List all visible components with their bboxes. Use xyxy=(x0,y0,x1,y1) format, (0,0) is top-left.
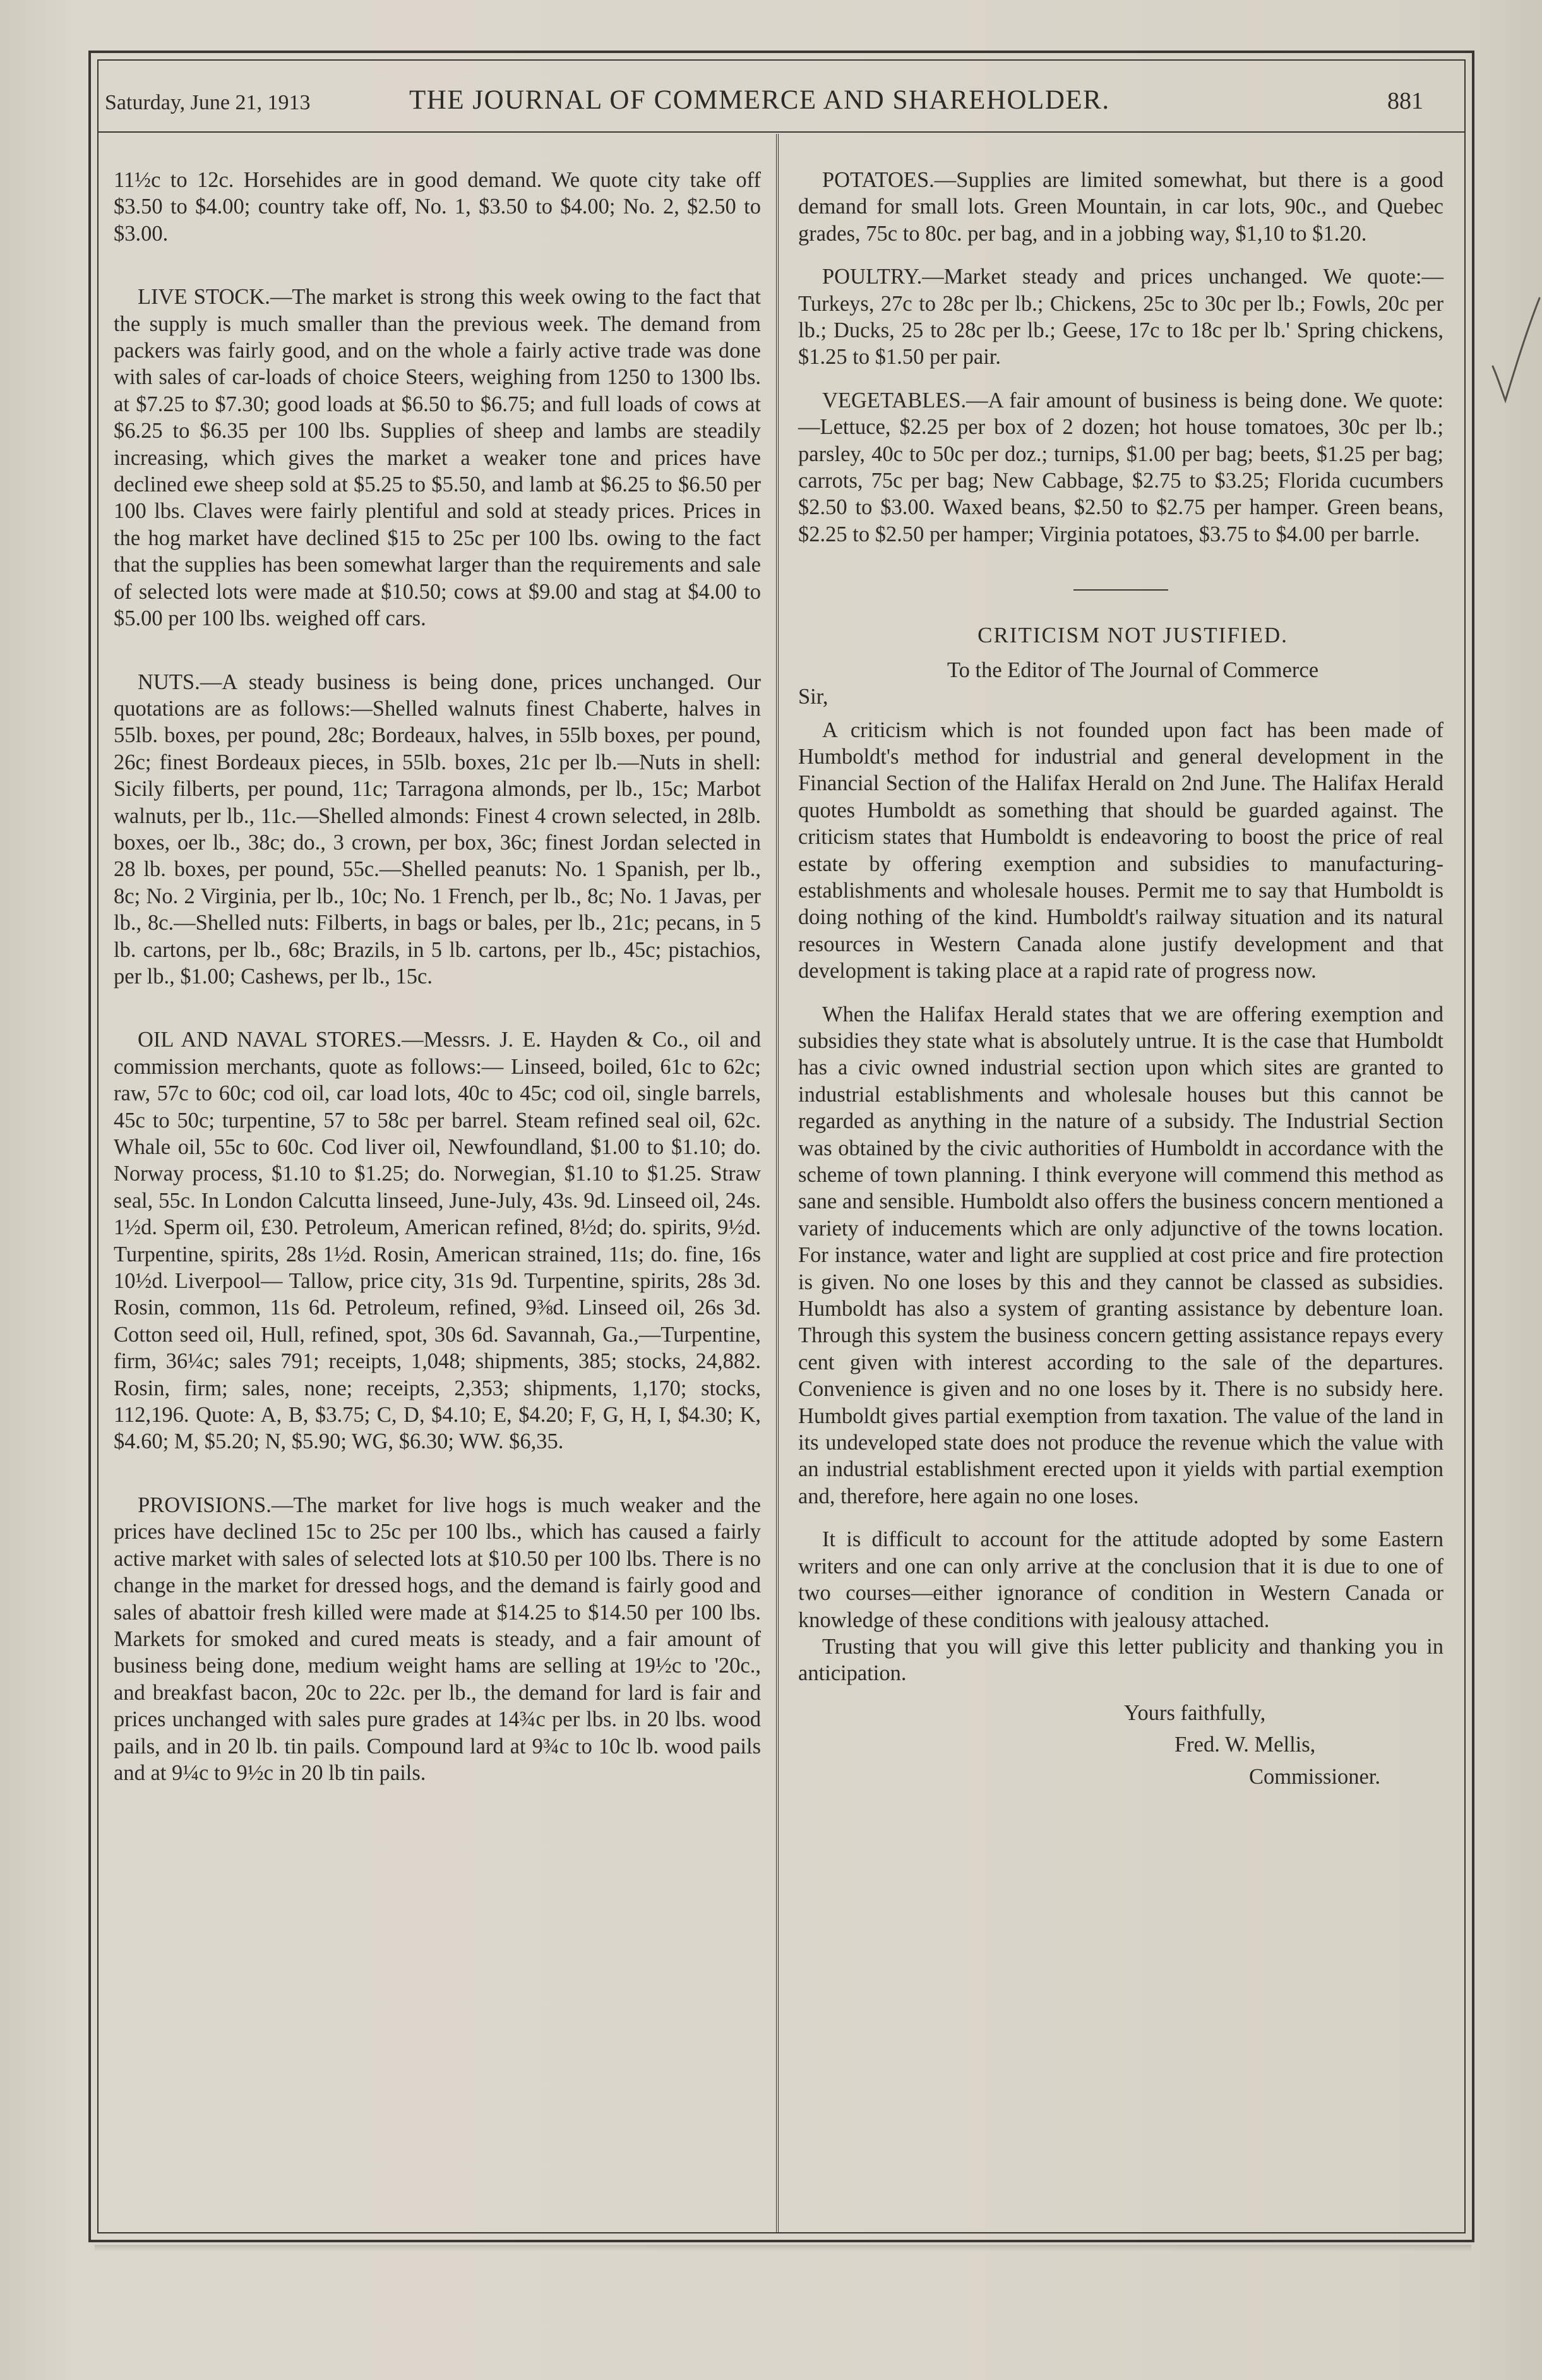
live-stock-paragraph: LIVE STOCK.—The market is strong this week owing to the fact that the supply is much smaller than the previous week. The demand from packers was fairly good, and on the whole a fairly active trade was done with sales of car-loads of choice Steers, weighing from 1250 to 1300 lbs. at $7.25 to $7.30; good loads at $6.50 to $6.75; and full loads of cows at $6.25 to $6.35 per 100 lbs. Supplies of sheep and lambs are steadily increasing, which gives the market a weaker tone and prices have declined ewe sheep sold at $5.25 to $5.50, and lamb at $6.25 to $6.50 per 100 lbs. Claves were fairly plentiful and sold at steady prices. Prices in the hog market have declined $15 to 25c per 100 lbs. owing to the fact that the supplies has been somewhat larger than the requirements and sale of selected lots were made at $10.50; cows at $9.00 and stag at $4.00 to $5.00 per 100 lbs. weighed off cars. xyxy=(114,285,761,631)
nuts-paragraph: NUTS.—A steady business is being done, prices unchanged. Our quotations are as follows:—Shelled walnuts finest Chaberte, halves in 55lb. boxes, per pound, 28c; Bordeaux, halves, in 55lb boxes, per pound, 26c; finest Bordeaux pieces, in 55lb. boxes, 21c per lb.—Nuts in shell: Sicily filberts, per pound, 11c; Tarragona almonds, per lb., 15c; Marbot walnuts, per lb., 11c.—Shelled almonds: Finest 4 crown selected, in 28lb. boxes, oer lb., 38c; do., 3 crown, per box, 36c; finest Jordan selected in 28 lb. boxes, per pound, 55c.—Shelled peanuts: No. 1 Spanish, per lb., 8c; No. 2 Virginia, per lb., 10c; No. 1 French, per lb., 8c; No. 1 Javas, per lb., 8c.—Shelled nuts: Filberts, in bags or bales, per lb., 21c; pecans, in 5 lb. cartons, per lb., 68c; Brazils, in 5 lb. cartons, per lb., 45c; pistachios, per lb., $1.00; Cashews, per lb., 15c. xyxy=(114,670,761,989)
letter-heading: CRITICISM NOT JUSTIFIED. xyxy=(977,623,1288,648)
hides-paragraph: 11½c to 12c. Horsehides are in good demand. We quote city take off $3.50 to $4.00; country take off, No. 1, $3.50 to $4.00; No. 2, $2.50 to $3.00. xyxy=(114,168,761,246)
page-header xyxy=(101,81,1459,125)
oil-naval-stores-paragraph: OIL AND NAVAL STORES.—Messrs. J. E. Hayden & Co., oil and commission merchants, quote as follows:— Linseed, boiled, 61c to 62c; raw, 57c to 60c; cod oil, car load lots, 40c to 45c; cod oil, single barrels, 45c to 50c; turpentine, 57 to 58c per barrel. Steam refined seal oil, 62c. Whale oil, 55c to 60c. Cod liver oil, Newfoundland, $1.00 to $1.10; do. Norway process, $1.10 to $1.25; do. Norwegian, $1.10 to $1.25. Straw seal, 55c. In London Calcutta linseed, June-July, 43s. 9d. Linseed oil, 24s. 1½d. Sperm oil, £30. Petroleum, American refined, 8½d; do. spirits, 9½d. Turpentine, spirits, 28s 1½d. Rosin, American strained, 11s; do. fine, 16s 10½d. Liverpool— Tallow, price city, 31s 9d. Turpentine, spirits, 28s 3d. Rosin, common, 11s 6d. Petroleum, refined, 9⅜d. Linseed oil, 26s 3d. Cotton seed oil, Hull, refined, spot, 30s 6d. Savannah, Ga.,—Turpentine, firm, 36¼c; sales 791; receipts, 1,048; shipments, 385; stocks, 24,882. Rosin, firm; sales, none; receipts, 2,353; shipments, 1,170; stocks, 112,196. Quote: A, B, $3.75; C, D, $4.10; E, $4.20; F, G, H, I, $4.30; K, $4.60; M, $5.20; N, $5.90; WG, $6.30; WW. $6,35. xyxy=(114,1028,761,1454)
page-number: 881 xyxy=(1387,88,1423,114)
letter-paragraph-2: When the Halifax Herald states that we are offering exemption and subsidies they state what is absolutely untrue. It is the case that Humboldt has a civic owned industrial section upon which sites are granted to industrial establishments and wholesale houses but this cannot be regarded as anything in the nature of a subsidy. The Industrial Section was obtained by the civic authorities of Humboldt in accordance with the scheme of town planning. I think everyone will commend this method as sane and sensible. Humboldt also offers the business concern mentioned a variety of inducements which are only adjunctive of the towns location. For instance, water and light are supplied at cost price and fire protection is given. No one loses by this and they cannot be classed as subsidies. Humboldt has also a system of granting assistance by debenture loan. Through this system the business concern getting assistance repays every cent given with interest according to the sale of the departures. Convenience is given and no one loses by it. There is no subsidy here. Humboldt gives partial exemption from taxation. The value of the land in its undeveloped state does not produce the revenue which the value with an industrial establishment erected upon it yields with partial exemption and, therefore, here again no one loses. xyxy=(798,1002,1443,1508)
poultry-paragraph: POULTRY.—Market steady and prices unchanged. We quote:—Turkeys, 27c to 28c per lb.; Chickens, 25c to 30c per lb.; Fowls, 20c per lb.; Ducks, 25 to 28c per lb.; Geese, 17c to 18c per lb.' Spring chickens, $1.25 to $1.50 per pair. xyxy=(798,265,1443,370)
header-divider xyxy=(97,131,1466,133)
letter-closing: Yours faithfully, xyxy=(1124,1700,1266,1725)
provisions-paragraph: PROVISIONS.—The market for live hogs is much weaker and the prices have declined 15c to 25c per 100 lbs., which has caused a fairly active market with sales of selected lots at $10.50 per 100 lbs. There is no change in the market for dressed hogs, and the demand is fairly good and sales of abattoir fresh killed were made at $14.25 to $14.50 per 100 lbs. Markets for smoked and cured meats is steady, and a fair amount of business being done, medium weight hams are selling at 19½c to '20c., and breakfast bacon, 20c to 22c. per lb., the demand for lard is fair and prices unchanged with sales pure grades at 14¾c per lbs. in 20 lbs. wood pails, and in 20 lb. tin pails. Compound lard at 9¾c to 10c lb. wood pails and at 9¼c to 9½c in 20 lb tin pails. xyxy=(114,1493,761,1785)
letter-paragraph-1: A criticism which is not founded upon fact has been made of Humboldt's method for industrial and general development in the Financial Section of the Halifax Herald on 2nd June. The Halifax Herald quotes Humboldt as something that should be guarded against. The criticism states that Humboldt is endeavoring to boost the price of real estate by offering exemption and subsidies to manufacturing-establishments and wholesale houses. Permit me to say that Humboldt is doing nothing of the kind. Humboldt's railway situation and its natural resources in Western Canada alone justify development and that development is taking place at a rapid rate of progress now. xyxy=(798,718,1443,983)
vegetables-paragraph: VEGETABLES.—A fair amount of business is being done. We quote:—Lettuce, $2.25 per box of 2 dozen; hot house tomatoes, 30c per lb.; parsley, 40c to 50c per doz.; turnips, $1.00 per bag; beets, $1.25 per bag; carrots, 75c per bag; New Cabbage, $2.75 to $3.25; Florida cucumbers $2.50 to $3.00. Waxed beans, $2.50 to $2.75 per hamper. Green beans, $2.25 to $2.50 per hamper; Virginia potatoes, $3.75 to $4.00 per barrle. xyxy=(798,388,1443,546)
letter-salutation: Sir, xyxy=(798,685,828,709)
journal-title: THE JOURNAL OF COMMERCE AND SHAREHOLDER. xyxy=(409,85,1110,115)
column-divider xyxy=(776,134,779,2232)
right-column xyxy=(798,167,1443,1790)
letter-paragraph-4: Trusting that you will give this letter publicity and thanking you in anticipation. xyxy=(798,1634,1443,1686)
letter-addressee: To the Editor of The Journal of Commerce xyxy=(947,658,1319,682)
letter-signatory-title: Commissioner. xyxy=(1249,1764,1380,1789)
letter-paragraph-3: It is difficult to account for the attitude adopted by some Eastern writers and one can only arrive at the conclusion that it is due to one of two courses—either ignorance of condition in Western Canada or knowledge of these conditions with jealousy attached. xyxy=(798,1527,1443,1632)
potatoes-paragraph: POTATOES.—Supplies are limited somewhat, but there is a good demand for small lots. Green Mountain, in car lots, 90c., and Quebec grades, 75c to 80c. per bag, and in a jobbing way, $1,10 to $1.20. xyxy=(798,168,1443,246)
letter-signature: Fred. W. Mellis, xyxy=(1174,1733,1316,1757)
page-fold-shadow xyxy=(95,2245,1471,2251)
issue-date: Saturday, June 21, 1913 xyxy=(105,91,311,114)
left-column xyxy=(114,167,761,1786)
pencil-check-mark-icon xyxy=(1489,296,1541,404)
